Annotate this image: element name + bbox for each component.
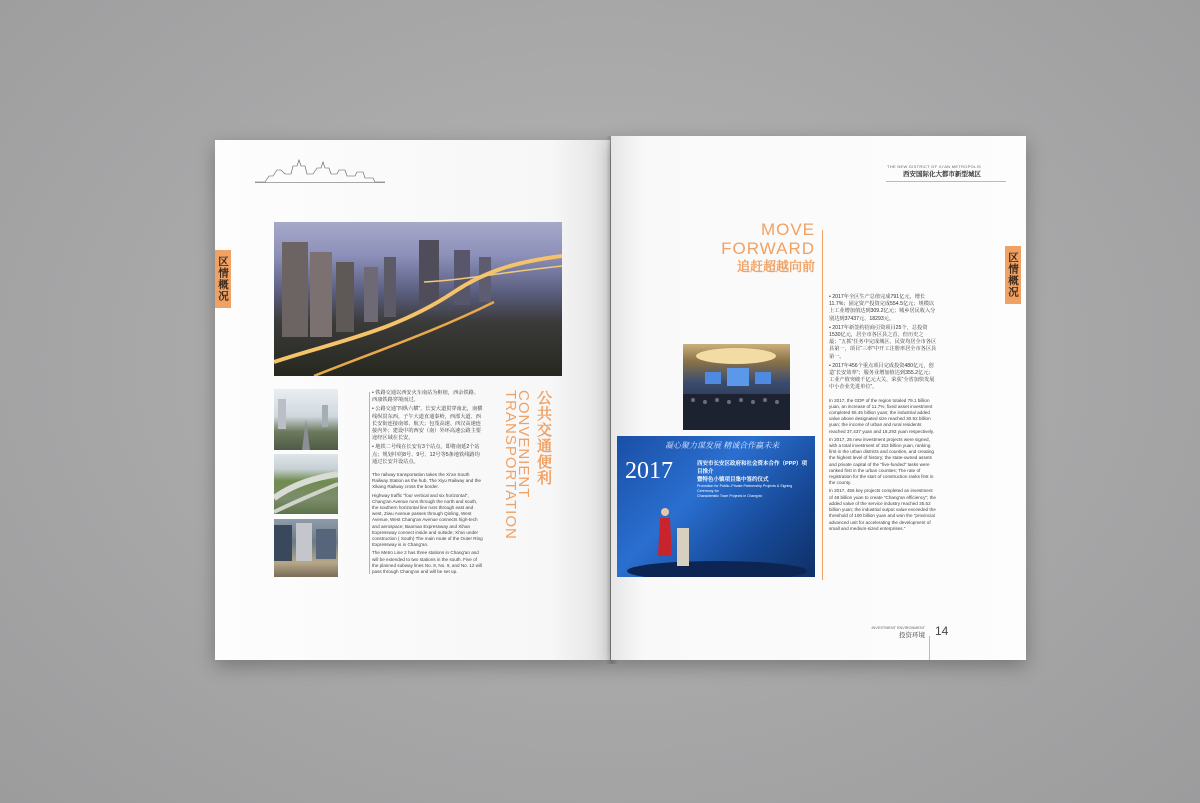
right-page (611, 136, 1026, 660)
stage-calligraphy: 凝心聚力谋发展 精诚合作赢未来 (665, 441, 780, 450)
city-night-photo (274, 222, 562, 376)
cn-paragraph: • 2017年新签约招商引资项目25个，总投资1530亿元，居全市各区县之首，但历史之最；“五抓”任务中完成城区、民资均居全市各区县第一，项目“三率”中开工注册率居全市各区县第一。 (829, 324, 937, 360)
presenter-figure (617, 436, 815, 577)
title-line-2: FORWARD (721, 239, 815, 258)
transport-text-column (372, 390, 484, 575)
metro-photo (274, 519, 338, 577)
cn-paragraph: • 地铁二号线在长安有3个站点，即将南延2个站点；规划中的8号、9号、12号等5条地铁线路均通过长安并设站点。 (372, 444, 480, 465)
left-page (215, 140, 610, 660)
footer-en: INVESTMENT ENVIRONMENT (871, 626, 925, 630)
section-tab[interactable]: 区情概况 (215, 250, 231, 308)
stage-title-en-1: Promotion for Public–Private Partnership Projects & Signing Ceremony for (697, 484, 793, 493)
en-paragraph: The Metro Line 2 has three stations in Chang'an and will be extended to two stations in the south. Five of the planned subway lines No. 8, No. 9, and No. 12 will pass through Chang'an and will be set up. (372, 550, 483, 575)
section-tab[interactable]: 区情概况 (1005, 246, 1021, 304)
en-paragraph: In 2017, 25 new investment projects were signed, with a total investment of 153 billion yuan, ranking first in the urban districts and counties, and creating the highest level of history; the state-owned assets and private capital of the "five-funded" tasks were ranked first in the urban counties; The rate of registration for the start of construction ranks first in the county. (829, 436, 934, 486)
column-divider (822, 230, 823, 580)
cn-paragraph: • 公路交通“四纵六横”，长安大道贯穿南北，南横线纵贯东西，子午大道直通秦岭，西部大道、西长安街连接南郊、航天；包茂高速、西汉高速连接内外；建设中的西安（南）外环高速公路主要途经区域在长安。 (372, 406, 483, 442)
street-photo (274, 389, 338, 450)
stage-title-cn-2: 暨特色小镇项目集中签约仪式 (697, 477, 769, 483)
cn-paragraph: • 2017年456个重点项目完成投资480亿元，创造“长安效率”；服务业增加值达到355.2亿元；工业产值突破千亿元大关，荣获“全省加快发展中小企业先进单位”。 (829, 362, 935, 391)
cn-paragraph: • 铁路交通以西安火车南站为枢纽，西余铁路、西康铁路穿境而过。 (372, 390, 480, 404)
page-number: 14 (935, 624, 949, 638)
footer-rule (929, 636, 930, 660)
header-en: THE NEW DISTRICT OF XI'AN METROPOLIS (887, 164, 981, 169)
stage-title-en-2: Characteristic Town Projects in Chang'an (697, 494, 763, 498)
en-paragraph: In 2017, the GDP of the region totaled 79.1 billion yuan, an increase of 11.7%; fixed asset investment completed 55.45 billion yuan; the industrial added value above designated size reached 30.92 billion yuan; the income of urban and rural residents reached 37,437 yuan and 18,293 yuan respectively. (829, 397, 935, 434)
en-paragraph: Highway traffic "four vertical and six horizontal", Chang'an Avenue runs through the north and south, the southern horizontal line runs through east and west, Ziwu Avenue passes through Qinling, West Avenue, West Chang'an Avenue connects high-tech and aerospace; Baomao Expressway and Xihan Expressway connect inside and outside; Xi'an under construction ( South) The main route of the Outer Ring Expressway is in Chang'an. (372, 492, 483, 548)
footer-cn: 投资环境 (899, 632, 925, 639)
title-cn: 追赶超越向前 (736, 259, 815, 274)
title-line-1: MOVE (760, 220, 815, 239)
conference-hall-photo (683, 344, 790, 430)
transport-title-en-2: TRANSPORTATION (502, 390, 519, 540)
cn-paragraph: • 2017年全区生产总值完成791亿元，增长11.7%；固定资产投资完成554.5亿元；规模以上工业增加值达到309.2亿元；城乡居民收入分别达到37437元、18293元。 (829, 294, 936, 322)
en-paragraph: The railway transportation takes the Xi'an South Railway Station as the hub. The Xiyu Railway and the Xikang Railway cross the border. (372, 472, 481, 490)
page-footer (869, 626, 925, 639)
stage-title-cn-1: 西安市长安区政府和社会资本合作（PPP）项目推介 (697, 461, 808, 475)
header-cn: 西安国际化大都市新型城区 (903, 171, 981, 178)
highway-photo (274, 454, 338, 514)
transport-title-en-1: CONVENIENT (515, 390, 532, 499)
en-paragraph: In 2017, 456 key projects completed an investment of 48 billion yuan to create "Chang'an efficiency"; the added value of the service industry reached 35.52 billion yuan; the industrial output value exceeded the threshold of 100 billion yuan and won the "provincial advanced unit for accelerating the development of small and medium-sized enterprises." (829, 488, 936, 531)
stage-year: 2017 (625, 458, 673, 484)
skyline-icon (255, 156, 385, 186)
transport-title-cn: 公共交通便利 (535, 390, 552, 486)
signing-ceremony-photo (617, 436, 815, 577)
economy-text-column (829, 294, 937, 532)
section-title (701, 220, 815, 275)
header-rule (886, 181, 1006, 182)
column-divider (369, 392, 370, 574)
page-header (887, 164, 981, 178)
